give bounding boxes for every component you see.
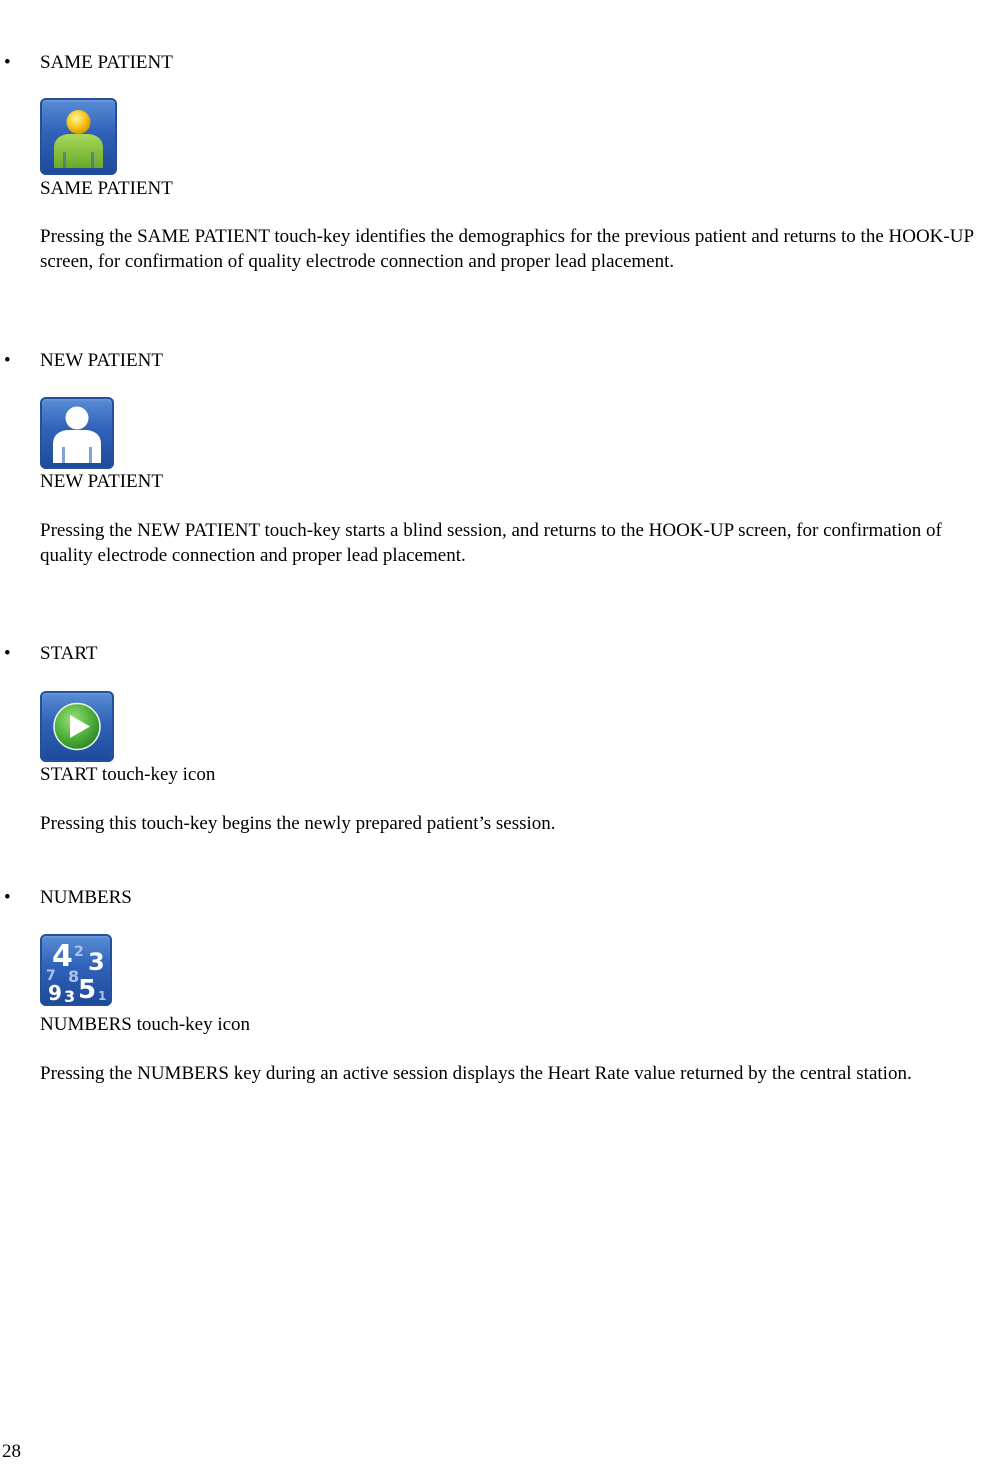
numbers-icon-digit: 9	[48, 981, 62, 1005]
same-patient-description: Pressing the SAME PATIENT touch-key identifies the demographics for the previous patient and returns to the HOOK-UP screen, for confirmation of quality electrode connection and proper lead placement.	[40, 226, 974, 272]
bullet: •	[4, 350, 11, 371]
start-caption: START touch-key icon	[40, 764, 216, 785]
play-icon	[40, 691, 114, 762]
numbers-icon-digit: 2	[74, 944, 84, 960]
new-patient-caption: NEW PATIENT	[40, 471, 163, 492]
numbers-icon-digit: 8	[68, 967, 80, 986]
heading-start: START	[40, 643, 98, 664]
numbers-icon	[40, 934, 112, 1006]
numbers-icon-digit: 1	[98, 989, 107, 1003]
heading-new-patient: NEW PATIENT	[40, 350, 163, 371]
numbers-button-icon	[40, 934, 112, 1006]
bullet: •	[4, 52, 11, 73]
numbers-icon-digit: 5	[78, 975, 97, 1005]
start-button-icon	[40, 691, 114, 762]
page-number: 28	[2, 1441, 21, 1462]
numbers-caption: NUMBERS touch-key icon	[40, 1014, 251, 1035]
numbers-icon-digit: 3	[64, 987, 76, 1006]
heading-same-patient: SAME PATIENT	[40, 52, 173, 73]
bullet: •	[4, 643, 11, 664]
same-patient-caption: SAME PATIENT	[40, 178, 173, 199]
new-patient-description: Pressing the NEW PATIENT touch-key starts a blind session, and returns to the HOOK-UP screen, for confirmation of quality electrode connection and proper lead placement.	[40, 520, 942, 566]
same-patient-person-icon	[40, 98, 117, 175]
numbers-icon-digit: 4	[52, 939, 73, 974]
new-patient-button-icon	[40, 397, 114, 469]
heading-numbers: NUMBERS	[40, 887, 132, 908]
numbers-description: Pressing the NUMBERS key during an active session displays the Heart Rate value returned by the central station.	[40, 1063, 912, 1084]
new-patient-person-icon	[40, 397, 114, 469]
start-description: Pressing this touch-key begins the newly prepared patient’s session.	[40, 813, 556, 834]
numbers-icon-digit: 7	[46, 968, 56, 984]
same-patient-button-icon	[40, 98, 117, 175]
bullet: •	[4, 887, 11, 908]
numbers-icon-digit: 3	[88, 948, 105, 976]
